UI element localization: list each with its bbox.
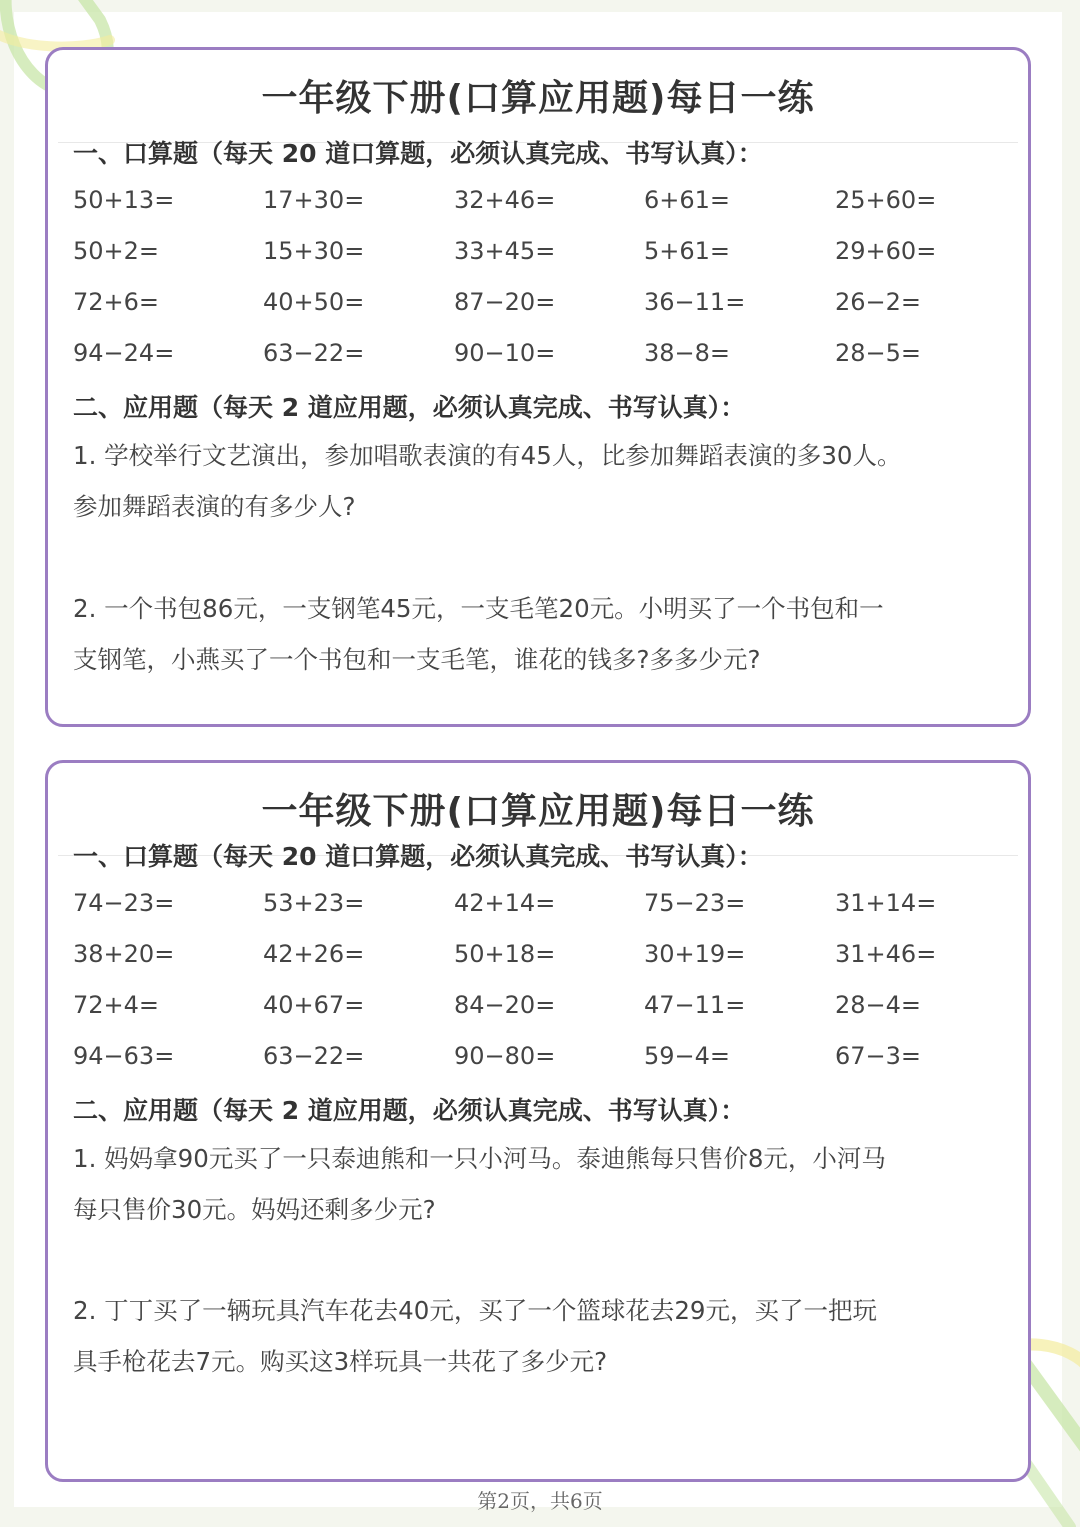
calc-item: 72+4= (73, 991, 160, 1019)
calc-item: 40+67= (263, 991, 365, 1019)
calc-item: 26−2= (835, 288, 922, 316)
calc-item: 40+50= (263, 288, 365, 316)
worksheet-1 (45, 47, 1031, 727)
calc-row (73, 1042, 1033, 1093)
calc-item: 29+60= (835, 237, 937, 265)
calc-item: 17+30= (263, 186, 365, 214)
calc-row (73, 889, 1033, 940)
worksheet-title: 一年级下册(口算应用题)每日一练 (261, 791, 815, 832)
calc-item: 50+18= (454, 940, 556, 968)
worksheet-title: 一年级下册(口算应用题)每日一练 (261, 78, 815, 119)
calc-item: 59−4= (644, 1042, 731, 1070)
problem-line: 每只售价30元。妈妈还剩多少元? (73, 1195, 436, 1224)
calc-item: 42+14= (454, 889, 556, 917)
calc-item: 87−20= (454, 288, 556, 316)
calc-row (73, 186, 1033, 237)
calc-item: 63−22= (263, 339, 365, 367)
calc-item: 25+60= (835, 186, 937, 214)
word-problem-1 (73, 1133, 1018, 1235)
problem-line: 支钢笔，小燕买了一个书包和一支毛笔，谁花的钱多?多多少元? (73, 645, 761, 674)
calc-item: 42+26= (263, 940, 365, 968)
calc-item: 84−20= (454, 991, 556, 1019)
worksheet-2 (45, 760, 1031, 1482)
calc-item: 28−4= (835, 991, 922, 1019)
calc-row (73, 339, 1033, 390)
calc-item: 50+13= (73, 186, 175, 214)
calc-item: 31+14= (835, 889, 937, 917)
calc-item: 36−11= (644, 288, 746, 316)
calc-item: 33+45= (454, 237, 556, 265)
calc-item: 5+61= (644, 237, 731, 265)
problem-line: 2. 一个书包86元，一支钢笔45元，一支毛笔20元。小明买了一个书包和一 (73, 594, 884, 623)
problem-line: 具手枪花去7元。购买这3样玩具一共花了多少元? (73, 1347, 608, 1376)
calc-item: 94−24= (73, 339, 175, 367)
calc-item: 63−22= (263, 1042, 365, 1070)
calc-row (73, 237, 1033, 288)
word-problem-2 (73, 583, 1018, 685)
calc-item: 90−10= (454, 339, 556, 367)
calc-item: 38−8= (644, 339, 731, 367)
page-number: 第2页，共6页 (477, 1489, 603, 1513)
calc-item: 94−63= (73, 1042, 175, 1070)
calc-item: 75−23= (644, 889, 746, 917)
calc-row (73, 991, 1033, 1042)
calc-item: 30+19= (644, 940, 746, 968)
mental-math-heading: 一、口算题（每天 20 道口算题，必须认真完成、书写认真）： (73, 139, 763, 168)
calc-item: 67−3= (835, 1042, 922, 1070)
problem-line: 2. 丁丁买了一辆玩具汽车花去40元，买了一个篮球花去29元，买了一把玩 (73, 1296, 878, 1325)
calc-item: 90−80= (454, 1042, 556, 1070)
problem-line: 参加舞蹈表演的有多少人? (73, 492, 356, 521)
calc-item: 53+23= (263, 889, 365, 917)
mental-math-heading: 一、口算题（每天 20 道口算题，必须认真完成、书写认真）： (73, 842, 763, 871)
calc-item: 31+46= (835, 940, 937, 968)
calc-item: 72+6= (73, 288, 160, 316)
calc-row (73, 940, 1033, 991)
mental-math-grid (73, 186, 1033, 390)
calc-item: 32+46= (454, 186, 556, 214)
mental-math-grid (73, 889, 1033, 1093)
problem-line: 1. 妈妈拿90元买了一只泰迪熊和一只小河马。泰迪熊每只售价8元，小河马 (73, 1144, 886, 1173)
calc-row (73, 288, 1033, 339)
calc-item: 38+20= (73, 940, 175, 968)
calc-item: 74−23= (73, 889, 175, 917)
word-problem-2 (73, 1285, 1018, 1387)
calc-item: 15+30= (263, 237, 365, 265)
calc-item: 6+61= (644, 186, 731, 214)
calc-item: 28−5= (835, 339, 922, 367)
word-problem-heading: 二、应用题（每天 2 道应用题，必须认真完成、书写认真）： (73, 1096, 746, 1125)
calc-item: 47−11= (644, 991, 746, 1019)
word-problem-1 (73, 430, 1018, 532)
problem-line: 1. 学校举行文艺演出，参加唱歌表演的有45人，比参加舞蹈表演的多30人。 (73, 441, 902, 470)
calc-item: 50+2= (73, 237, 160, 265)
word-problem-heading: 二、应用题（每天 2 道应用题，必须认真完成、书写认真）： (73, 393, 746, 422)
